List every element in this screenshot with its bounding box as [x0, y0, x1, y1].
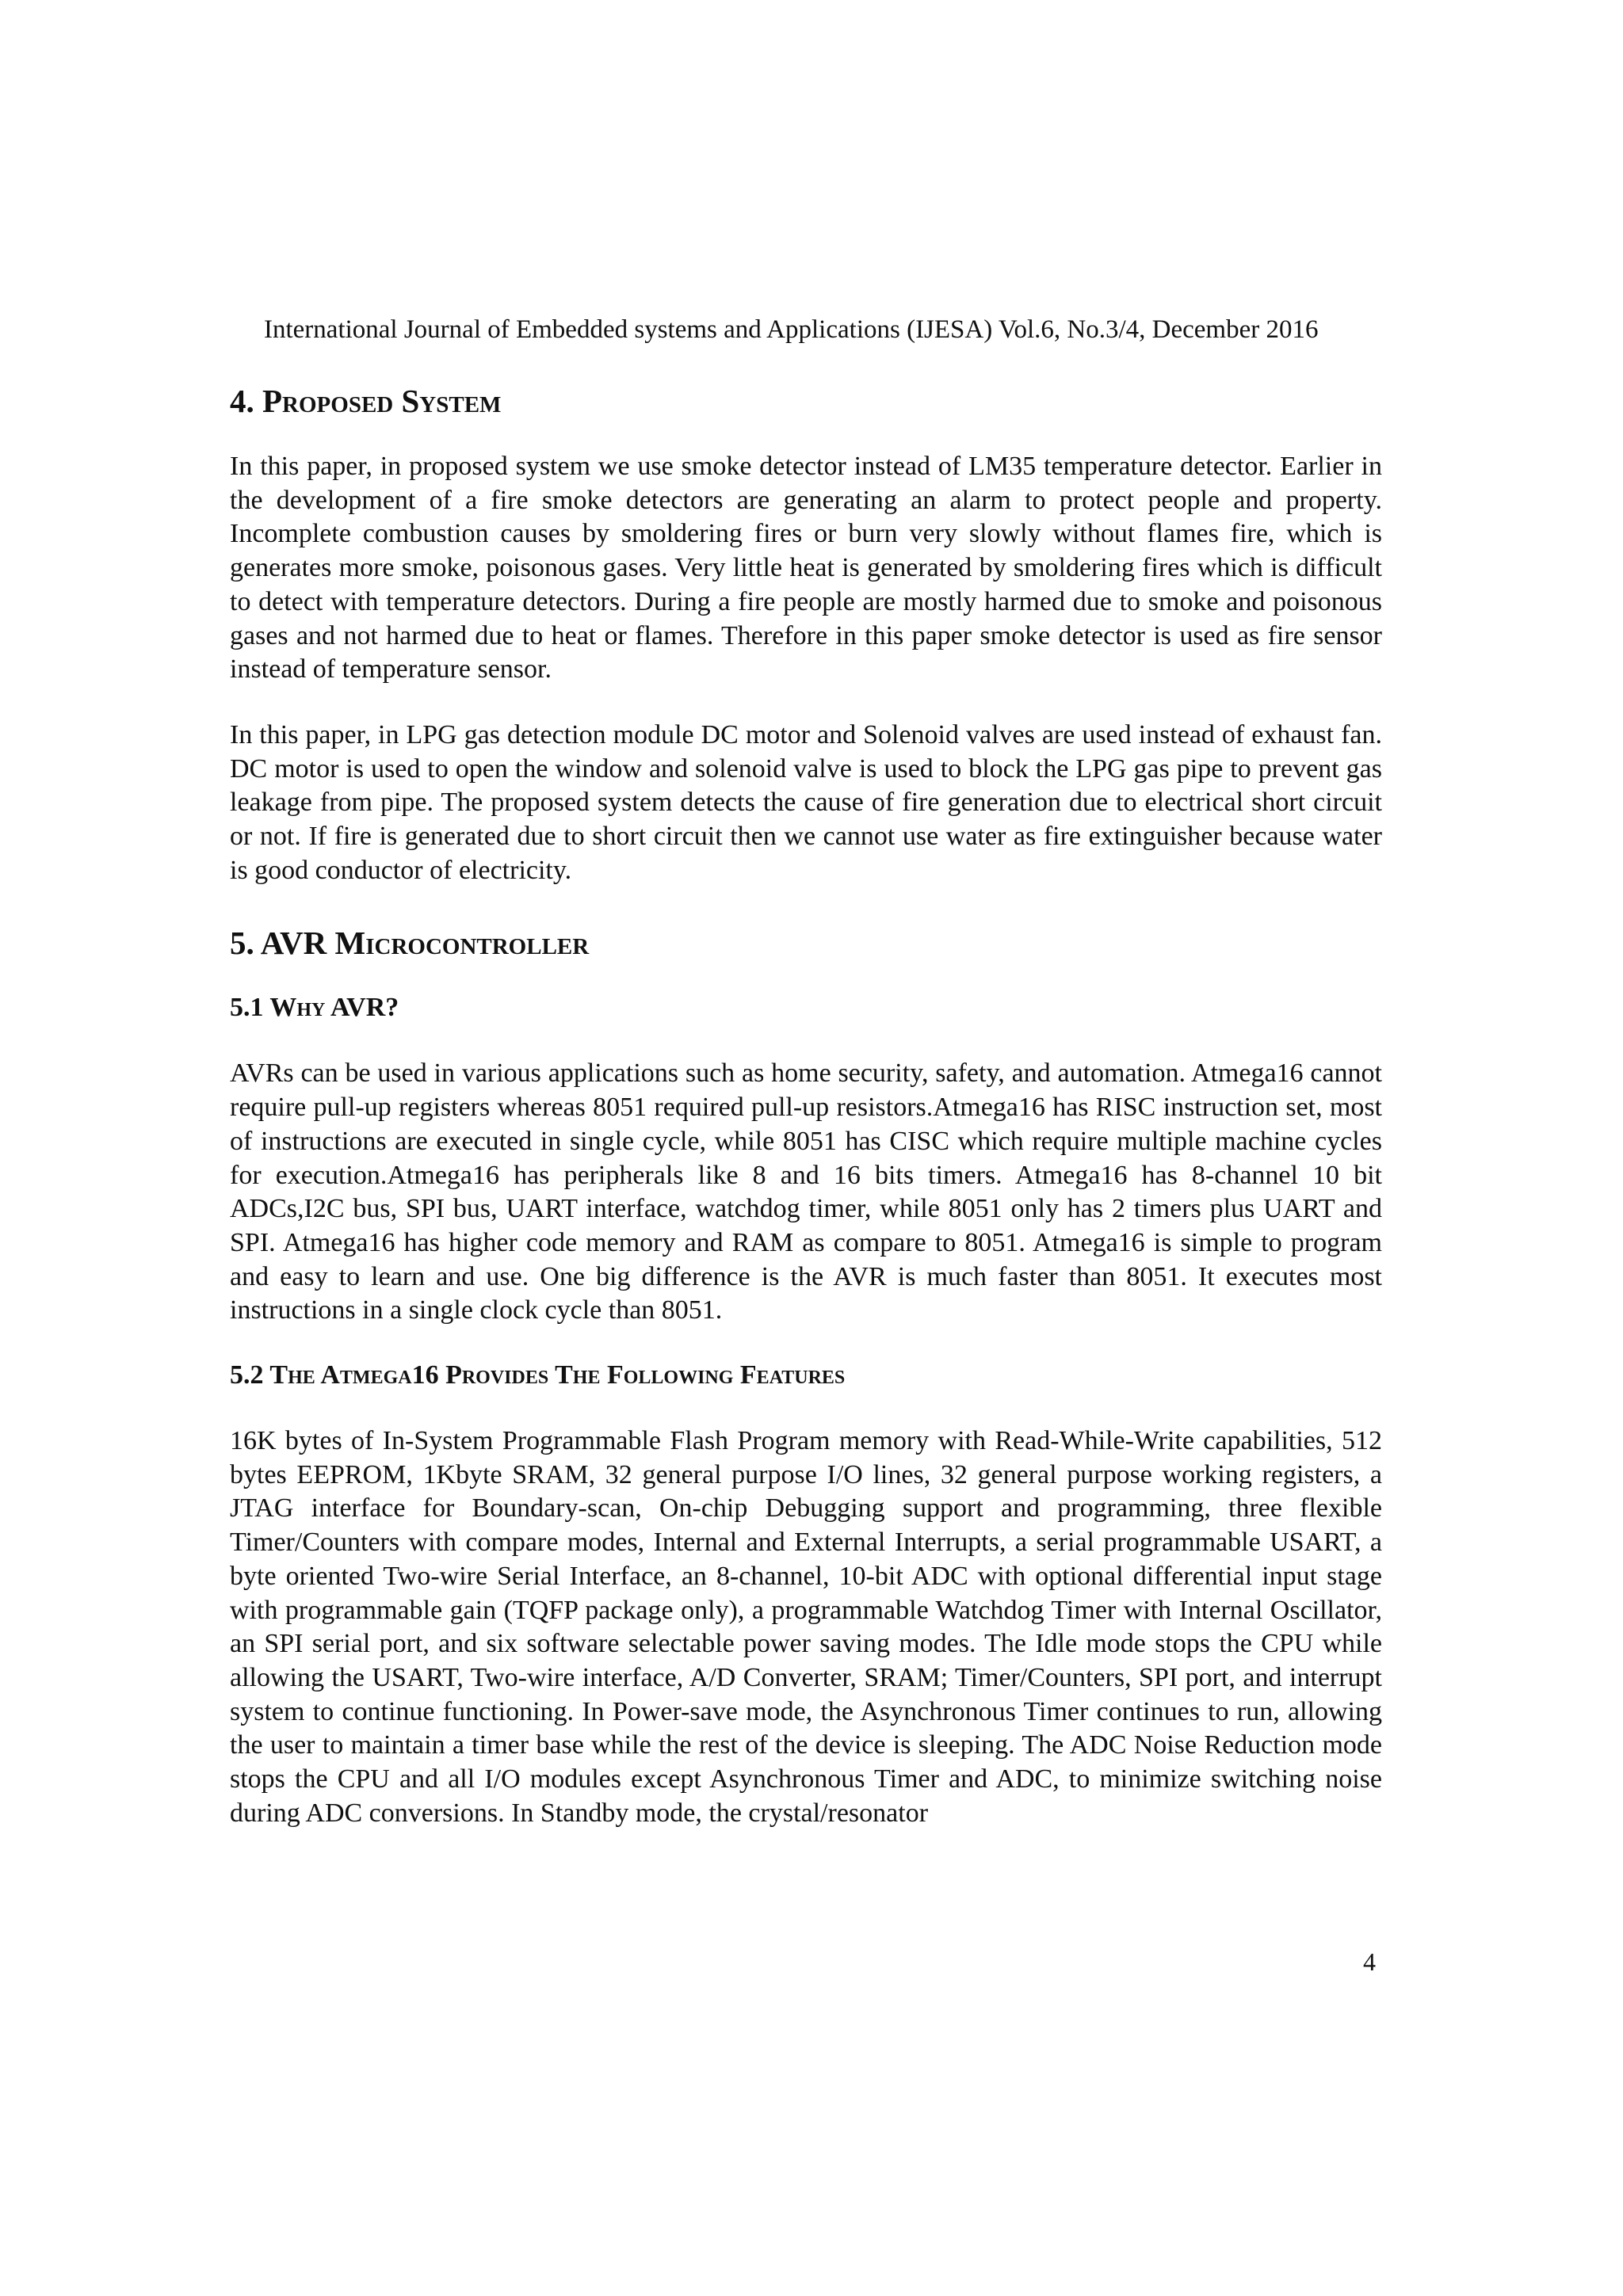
- running-head: International Journal of Embedded systems and Applications (IJESA) Vol.6, No.3/4, December 2016: [264, 315, 1319, 344]
- paragraph-proposed-system-2: In this paper, in LPG gas detection module DC motor and Solenoid valves are used instead of exhaust fan. DC motor is used to open the window and solenoid valve is used to block the LPG gas pipe to prevent gas leakage from pipe. The proposed system detects the cause of fire generation due to electrical short circuit or not. If fire is generated due to short circuit then we cannot use water as fire extinguisher because water is good conductor of electricity.: [230, 719, 1382, 885]
- page-number: 4: [1363, 1947, 1376, 1976]
- paragraph-why-avr: AVRs can be used in various applications such as home security, safety, and automation. Atmega16 cannot require pull-up registers whereas 8051 required pull-up resistors.Atmega16 has RISC instruction set, most of instructions are executed in single cycle, while 8051 has CISC which require multiple machine cycles for execution.Atmega16 has peripherals like 8 and 16 bits timers. Atmega16 has 8-channel 10 bit ADCs,I2C bus, SPI bus, UART interface, watchdog timer, while 8051 only has 2 timers plus UART and SPI. Atmega16 has higher code memory and RAM as compare to 8051. Atmega16 is simple to program and easy to learn and use. One big difference is the AVR is much faster than 8051. It executes most instructions in a single clock cycle than 8051.: [230, 1058, 1382, 1325]
- subsection-heading-atmega16-features: 5.2 The Atmega16 Provides The Following Features: [230, 1360, 846, 1390]
- paragraph-atmega16-features: 16K bytes of In-System Programmable Flash Program memory with Read-While-Write capabilities, 512 bytes EEPROM, 1Kbyte SRAM, 32 general purpose I/O lines, 32 general purpose working registers, a JTAG interface for Boundary-scan, On-chip Debugging support and programming, three flexible Timer/Counters with compare modes, Internal and External Interrupts, a serial programmable USART, a byte oriented Two-wire Serial Interface, an 8-channel, 10-bit ADC with optional differential input stage with programmable gain (TQFP package only), a programmable Watchdog Timer with Internal Oscillator, an SPI serial port, and six software selectable power saving modes. The Idle mode stops the CPU while allowing the USART, Two-wire interface, A/D Converter, SRAM; Timer/Counters, SPI port, and interrupt system to continue functioning. In Power-save mode, the Asynchronous Timer continues to run, allowing the user to maintain a timer base while the rest of the device is sleeping. The ADC Noise Reduction mode stops the CPU and all I/O modules except Asynchronous Timer and ADC, to minimize switching noise during ADC conversions. In Standby mode, the crystal/resonator: [230, 1426, 1382, 1828]
- section-heading-avr-microcontroller: 5. AVR Microcontroller: [230, 925, 590, 962]
- page-body: [230, 372, 1382, 1831]
- subsection-heading-why-avr: 5.1 Why AVR?: [230, 993, 399, 1023]
- paragraph-proposed-system-1: In this paper, in proposed system we use smoke detector instead of LM35 temperature detector. Earlier in the development of a fire smoke detectors are generating an alarm to protect people and property. Incomplete combustion causes by smoldering fires or burn very slowly without flames fire, which is generates more smoke, poisonous gases. Very little heat is generated by smoldering fires which is difficult to detect with temperature detectors. During a fire people are mostly harmed due to smoke and poisonous gases and not harmed due to heat or flames. Therefore in this paper smoke detector is used as fire sensor instead of temperature sensor.: [230, 452, 1382, 685]
- section-heading-proposed-system: 4. Proposed System: [230, 383, 502, 419]
